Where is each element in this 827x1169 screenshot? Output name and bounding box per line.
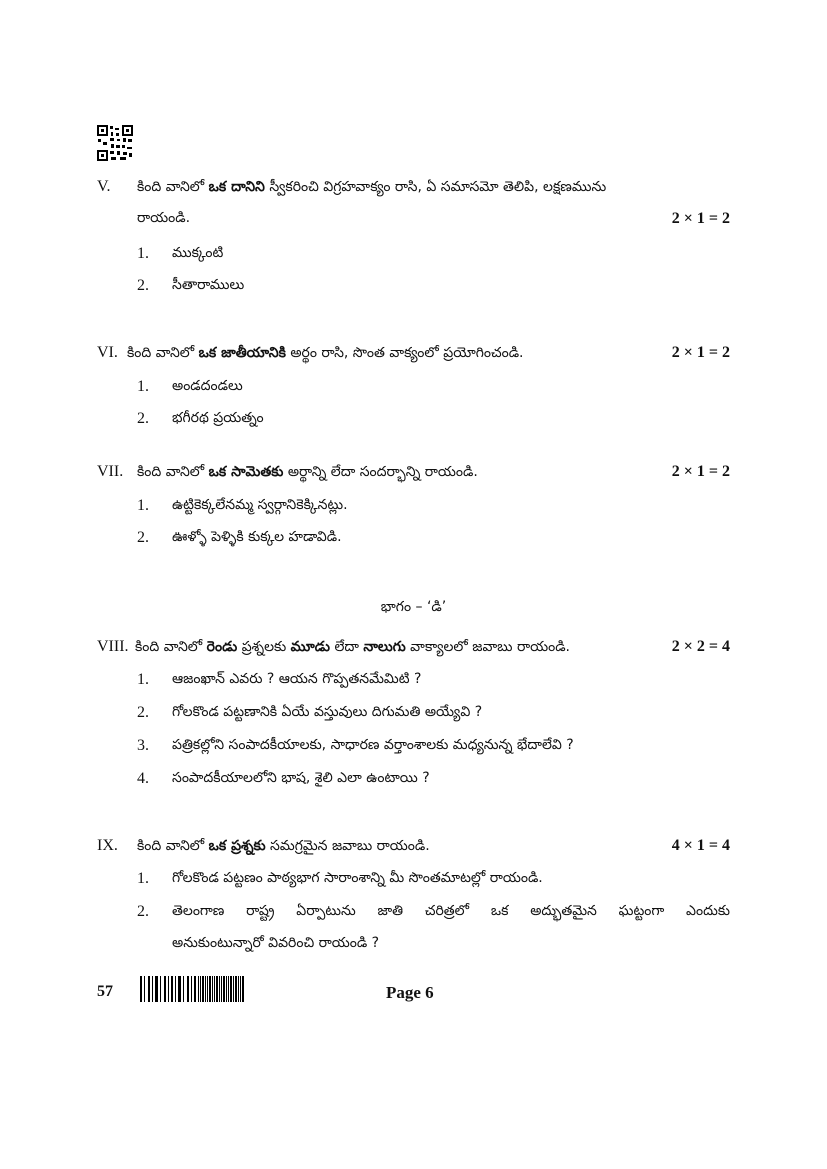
question-stem: కింది వానిలో ఒక దానిని స్వీకరించి విగ్రహవాక్యం రాసి, ఏ సమాసమో తెలిపి, లక్షణమును (137, 179, 607, 195)
item-number: 2. (137, 903, 149, 920)
item-text: అండదండలు (172, 378, 243, 394)
item-text-line2: అనుకుంటున్నారో వివరించి రాయండి ? (172, 935, 380, 951)
question-stem: కింది వానిలో ఒక ప్రశ్నకు సమగ్రమైన జవాబు రాయండి. (137, 838, 430, 854)
item-number: 2. (137, 410, 149, 427)
item-text: పత్రికల్లోని సంపాదకీయాలకు, సాధారణ వర్తాంశాలకు మధ్యనున్న భేదాలేవి ? (172, 737, 574, 753)
item-text: తెలంగాణ రాష్ట్ర ఏర్పాటును జాతి చరిత్రలో ఒక అద్భుతమైన ఘట్టంగా ఎందుకు (172, 903, 730, 919)
item-text: గోలకొండ పట్టణానికి ఏయే వస్తువులు దిగుమతి అయ్యేవి ? (172, 704, 483, 720)
question-number: V. (97, 178, 111, 195)
section-heading: భాగం – ‘డి’ (380, 599, 447, 615)
question-paper-code: 57 (97, 983, 113, 1000)
marks-label: 2 × 1 = 2 (671, 344, 730, 361)
question-stem: కింది వానిలో ఒక సామెతకు అర్థాన్ని లేదా సందర్భాన్ని రాయండి. (137, 464, 478, 480)
page-number: Page 6 (386, 983, 434, 1002)
item-number: 1. (137, 497, 149, 514)
item-number: 2. (137, 704, 149, 721)
question-stem: కింది వానిలో ఒక జాతీయానికి అర్థం రాసి, సొంత వాక్యంలో ప్రయోగించండి. (127, 345, 524, 361)
question-number: VII. (97, 463, 124, 480)
item-text: సీతారాములు (172, 277, 245, 293)
item-number: 1. (137, 245, 149, 262)
question-number: VIII. (97, 638, 129, 655)
question-number: VI. (97, 344, 118, 361)
item-text: ఉట్టికెక్కలేనమ్మ స్వర్గానికెక్కినట్లు. (172, 497, 348, 513)
marks-label: 4 × 1 = 4 (671, 837, 730, 854)
item-text: ఆజంఖాన్ ఎవరు ? ఆయన గొప్పతనమేమిటి ? (172, 671, 422, 687)
item-number: 2. (137, 529, 149, 546)
item-text: గోలకొండ పట్టణం పాఠ్యభాగ సారాంశాన్ని మీ సొంతమాటల్లో రాయండి. (172, 870, 543, 886)
item-text: ఊళ్ళో పెళ్ళికి కుక్కల హడావిడి. (172, 529, 342, 545)
question-stem-line2: రాయండి. (137, 210, 191, 226)
marks-label: 2 × 1 = 2 (671, 463, 730, 480)
item-text: భగీరథ ప్రయత్నం (172, 410, 264, 426)
item-number: 4. (137, 770, 149, 787)
item-text: ముక్కంటి (172, 245, 224, 261)
item-number: 1. (137, 870, 149, 887)
question-number: IX. (97, 837, 118, 854)
item-number: 1. (137, 378, 149, 395)
item-text: సంపాదకీయాలలోని భాష, శైలి ఎలా ఉంటాయి ? (172, 770, 430, 786)
marks-label: 2 × 2 = 4 (671, 638, 730, 655)
item-number: 1. (137, 671, 149, 688)
item-number: 2. (137, 277, 149, 294)
marks-label: 2 × 1 = 2 (671, 210, 730, 227)
qr-code-icon (97, 125, 133, 161)
barcode-icon (140, 976, 244, 1002)
item-number: 3. (137, 737, 149, 754)
question-stem: కింది వానిలో రెండు ప్రశ్నలకు మూడు లేదా నాలుగు వాక్యాలలో జవాబు రాయండి. (135, 639, 571, 655)
